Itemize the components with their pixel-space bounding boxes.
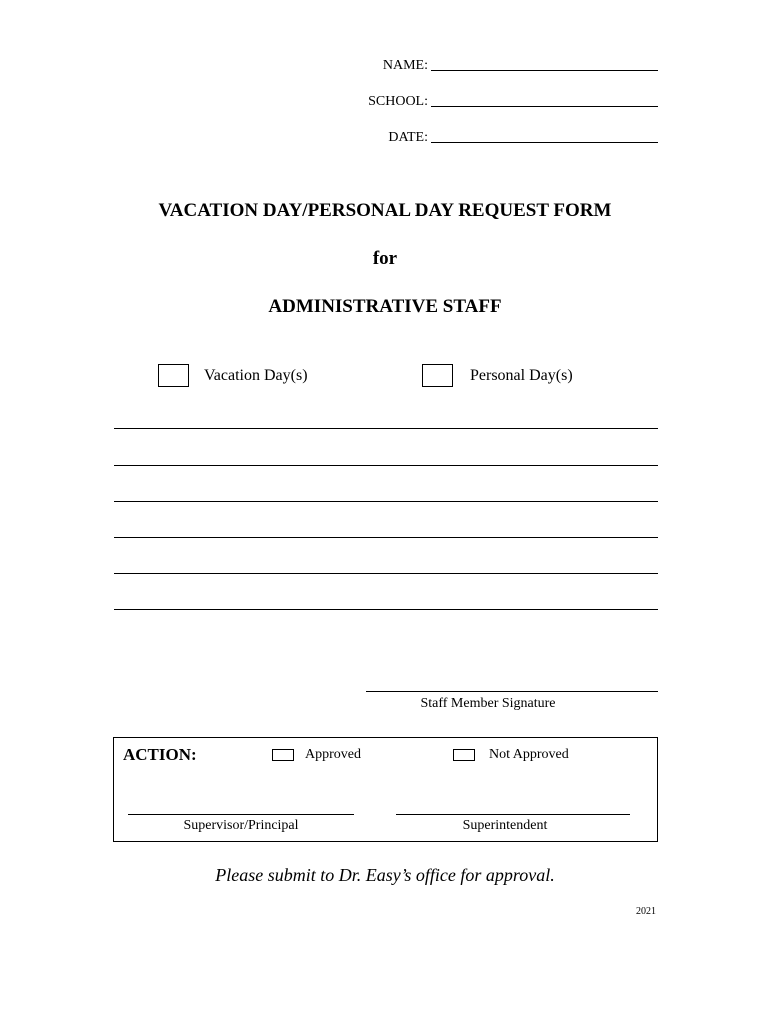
form-title-audience: ADMINISTRATIVE STAFF [268,296,502,317]
action-title: ACTION: [123,745,197,764]
supervisor-label: Supervisor/Principal [183,818,299,833]
personal-checkbox[interactable] [422,364,453,387]
personal-label: Personal Day(s) [470,367,573,384]
school-input-line[interactable] [431,106,658,107]
date-label: DATE: [388,130,428,145]
details-line-2[interactable] [114,465,658,466]
school-label: SCHOOL: [368,94,428,109]
form-title-for: for [372,248,398,269]
date-field[interactable] [340,128,658,146]
staff-signature-line[interactable] [366,691,658,692]
details-line-5[interactable] [114,573,658,574]
name-input-line[interactable] [431,70,658,71]
action-box [113,737,658,842]
approved-checkbox[interactable] [272,749,294,761]
superintendent-signature-line[interactable] [396,814,630,815]
submission-note: Please submit to Dr. Easy’s office for approval. [215,865,555,885]
not-approved-label: Not Approved [489,747,569,762]
name-field[interactable] [340,56,658,74]
not-approved-checkbox[interactable] [453,749,475,761]
details-line-1[interactable] [114,428,658,429]
details-line-6[interactable] [114,609,658,610]
school-field[interactable] [340,92,658,110]
form-year: 2021 [636,906,656,917]
approved-label: Approved [305,747,361,762]
details-line-4[interactable] [114,537,658,538]
name-label: NAME: [382,58,428,73]
date-input-line[interactable] [431,142,658,143]
supervisor-signature-line[interactable] [128,814,354,815]
superintendent-label: Superintendent [462,818,548,833]
details-line-3[interactable] [114,501,658,502]
vacation-label: Vacation Day(s) [204,367,308,384]
staff-signature-label: Staff Member Signature [420,696,556,711]
vacation-checkbox[interactable] [158,364,189,387]
form-title: VACATION DAY/PERSONAL DAY REQUEST FORM [158,200,612,221]
